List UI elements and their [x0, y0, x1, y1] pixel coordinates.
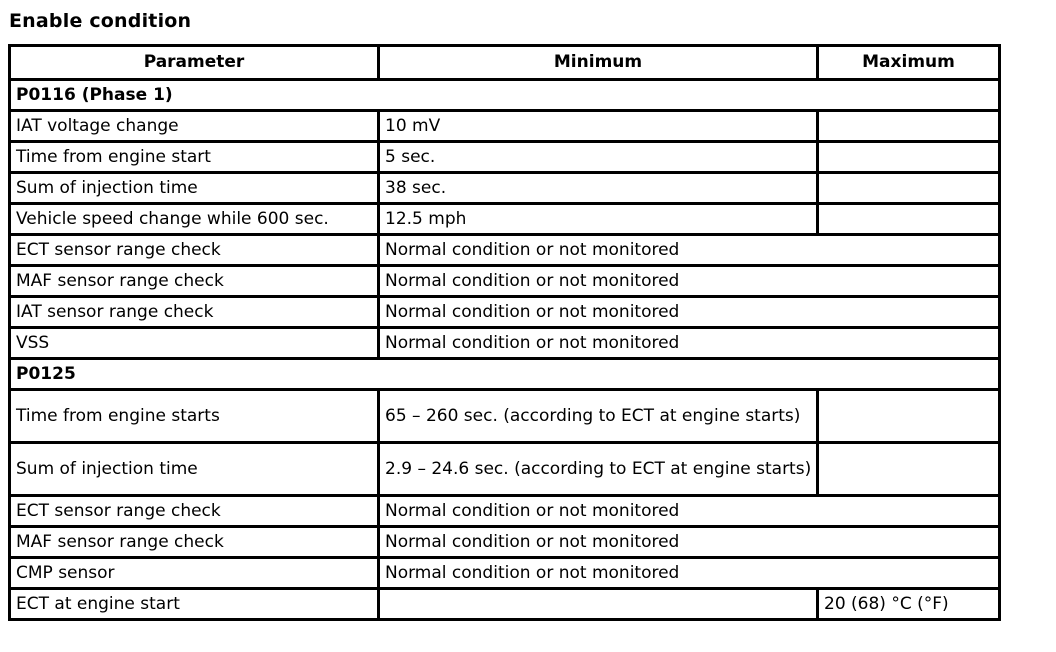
- maximum-cell: [819, 444, 1001, 497]
- table-row: [11, 298, 1001, 329]
- maximum-cell: [819, 205, 1001, 236]
- condition-cell: Normal condition or not monitored: [380, 559, 1001, 590]
- table-row: [11, 528, 1001, 559]
- maximum-cell: [819, 391, 1001, 444]
- parameter-cell: VSS: [11, 329, 380, 360]
- section-row-p0116: [11, 81, 1001, 112]
- parameter-cell: CMP sensor: [11, 559, 380, 590]
- parameter-cell: IAT sensor range check: [11, 298, 380, 329]
- parameter-cell: Vehicle speed change while 600 sec.: [11, 205, 380, 236]
- table-row: [11, 112, 1001, 143]
- page-title: Enable condition: [9, 10, 192, 32]
- table-header-row: [11, 47, 1001, 81]
- table-row: [11, 497, 1001, 528]
- parameter-cell: MAF sensor range check: [11, 528, 380, 559]
- minimum-cell: 38 sec.: [380, 174, 819, 205]
- minimum-cell: 5 sec.: [380, 143, 819, 174]
- minimum-cell: 10 mV: [380, 112, 819, 143]
- condition-cell: Normal condition or not monitored: [380, 497, 1001, 528]
- header-parameter: Parameter: [11, 47, 380, 81]
- maximum-cell: [819, 112, 1001, 143]
- header-maximum: Maximum: [819, 47, 1001, 81]
- condition-cell: Normal condition or not monitored: [380, 298, 1001, 329]
- section-row-p0125: [11, 360, 1001, 391]
- parameter-cell: ECT at engine start: [11, 590, 380, 621]
- parameter-cell: Time from engine starts: [11, 391, 380, 444]
- condition-cell: Normal condition or not monitored: [380, 267, 1001, 298]
- maximum-cell: 20 (68) °C (°F): [819, 590, 1001, 621]
- table-row: [11, 267, 1001, 298]
- minimum-cell: [380, 590, 819, 621]
- table-row: [11, 205, 1001, 236]
- enable-condition-table: [8, 44, 1001, 621]
- table-row: [11, 143, 1001, 174]
- parameter-cell: ECT sensor range check: [11, 236, 380, 267]
- parameter-cell: Sum of injection time: [11, 174, 380, 205]
- table-row: [11, 590, 1001, 621]
- table-row: [11, 174, 1001, 205]
- table-row: [11, 236, 1001, 267]
- parameter-cell: MAF sensor range check: [11, 267, 380, 298]
- header-minimum: Minimum: [380, 47, 819, 81]
- minimum-cell: 12.5 mph: [380, 205, 819, 236]
- section-label: P0125: [11, 360, 1001, 391]
- table-row: [11, 329, 1001, 360]
- parameter-cell: Sum of injection time: [11, 444, 380, 497]
- minimum-cell: 65 – 260 sec. (according to ECT at engine starts): [380, 391, 819, 444]
- section-label: P0116 (Phase 1): [11, 81, 1001, 112]
- table-row: [11, 391, 1001, 444]
- table-row: [11, 444, 1001, 497]
- parameter-cell: Time from engine start: [11, 143, 380, 174]
- parameter-cell: ECT sensor range check: [11, 497, 380, 528]
- condition-cell: Normal condition or not monitored: [380, 528, 1001, 559]
- minimum-cell: 2.9 – 24.6 sec. (according to ECT at engine starts): [380, 444, 819, 497]
- maximum-cell: [819, 174, 1001, 205]
- parameter-cell: IAT voltage change: [11, 112, 380, 143]
- condition-cell: Normal condition or not monitored: [380, 236, 1001, 267]
- maximum-cell: [819, 143, 1001, 174]
- table-row: [11, 559, 1001, 590]
- condition-cell: Normal condition or not monitored: [380, 329, 1001, 360]
